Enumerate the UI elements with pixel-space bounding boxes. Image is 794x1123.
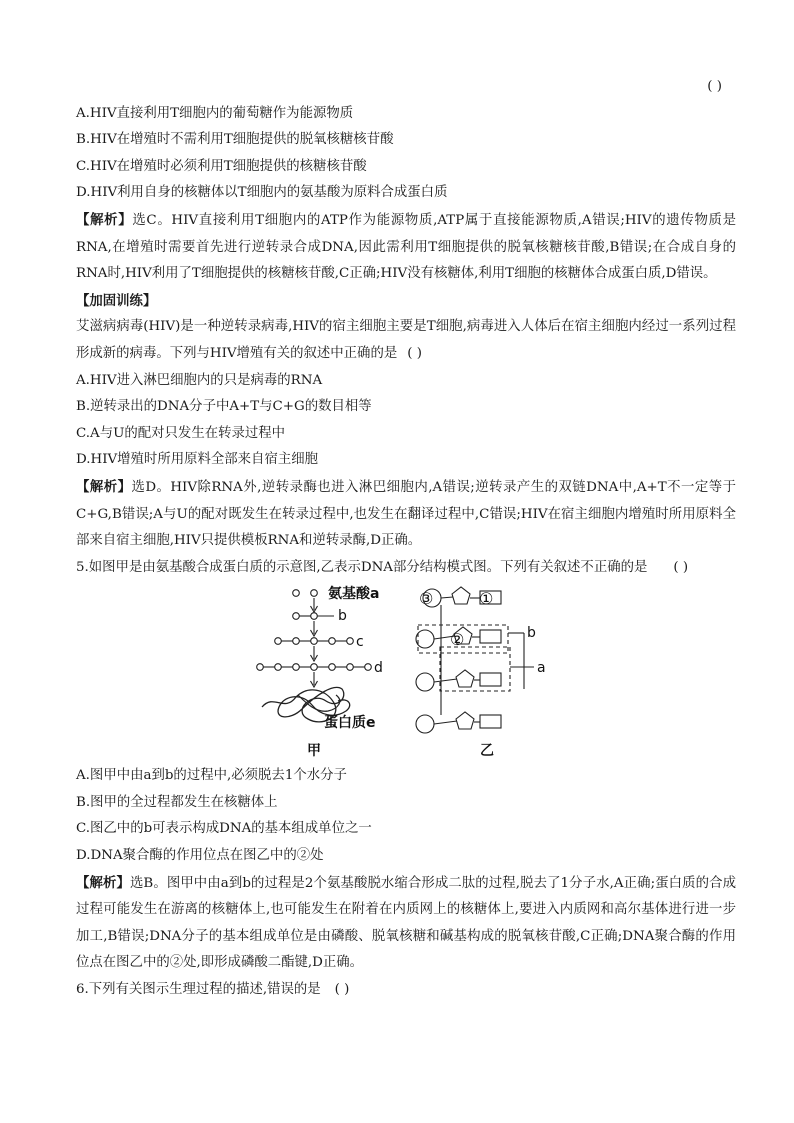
amino-acid-circle (329, 638, 336, 645)
phosphate-circle (416, 630, 434, 648)
q4-analysis-text: 选C。HIV直接利用T细胞内的ATP作为能源物质,ATP属于直接能源物质,A错误;HIV的遗传物质是RNA,在增殖时需要首先进行逆转录合成DNA,因此需利用T细胞提供的脱氧核糖核苷酸,B错误;在合成自身的RNA时,HIV利用了T细胞提供的核糖核苷酸,C正确;HIV没有核糖体,利用T细胞的核糖体合成蛋白质,D错误。 (76, 212, 736, 282)
q5-figure (76, 585, 736, 761)
label-d: d (374, 660, 383, 677)
amino-acid-circle (275, 664, 282, 671)
extra-analysis (76, 474, 736, 555)
q5-stem-text: 5.如图甲是由氨基酸合成蛋白质的示意图,乙表示DNA部分结构模式图。下列有关叙述不正确的是 (76, 559, 648, 575)
extra-option-b: B.逆转录出的DNA分子中A+T与C+G的数目相等 (76, 399, 372, 415)
q6-stem (76, 977, 736, 1004)
q4-option-b: B.HIV在增殖时不需利用T细胞提供的脱氧核糖核苷酸 (76, 132, 394, 148)
extra-option-d: D.HIV增殖时所用原料全部来自宿主细胞 (76, 452, 319, 468)
amino-acid-circle (311, 664, 318, 671)
bond-line (434, 679, 457, 682)
analysis-tag: 【解析】 (76, 211, 133, 228)
label-circle-1: ① (479, 589, 494, 609)
bond-line (434, 721, 457, 724)
extra-answer-blank: ( ) (407, 345, 422, 361)
q5-analysis-text: 选B。图甲中由a到b的过程是2个氨基酸脱水缩合形成二肽的过程,脱去了1分子水,A正确;蛋白质的合成过程可能发生在游离的核糖体上,也可能发生在附着在内质网上的核糖体上,要进入内质网和高尔基体进行进一步加工,B错误;DNA分子的基本组成单位是由磷酸、脱氧核糖和碱基构成的脱氧核苷酸,C正确;DNA聚合酶的作用位点在图乙中的②处,即形成磷酸二酯键,D正确。 (76, 875, 736, 971)
q6-answer-blank: ( ) (334, 982, 350, 998)
extra-analysis-text: 选D。HIV除RNA外,逆转录酶也进入淋巴细胞内,A错误;逆转录产生的双链DNA中,A+T不一定等于C+G,B错误;A与U的配对既发生在转录过程中,也发生在翻译过程中,C错误;HIV在宿主细胞内增殖时所用原料全部来自宿主细胞,HIV只提供模板RNA和逆转录酶,D正确。 (76, 479, 736, 549)
q5-answer-blank: ( ) (673, 559, 689, 575)
amino-acid-circle (311, 613, 318, 620)
amino-acid-circle (293, 638, 300, 645)
amino-acid-circle (293, 664, 300, 671)
extra-option-c: C.A与U的配对只发生在转录过程中 (76, 425, 286, 441)
extra-question-text: 艾滋病病毒(HIV)是一种逆转录病毒,HIV的宿主细胞主要是T细胞,病毒进入人体后在宿主细胞内经过一系列过程形成新的病毒。下列与HIV增殖有关的叙述中正确的是 (76, 319, 736, 361)
base-rect (480, 715, 501, 728)
deoxyribose-pentagon (456, 670, 474, 687)
q4-answer-blank: ( ) (707, 79, 722, 94)
q5-diagram (76, 585, 736, 761)
caption-yi: 乙 (480, 743, 494, 760)
label-b: b (338, 608, 347, 625)
bond-line (441, 597, 453, 598)
q6-stem-text: 6.下列有关图示生理过程的描述,错误的是 (76, 982, 321, 998)
q4-option-c: C.HIV在增殖时必须利用T细胞提供的核糖核苷酸 (76, 158, 367, 174)
deoxyribose-pentagon (456, 712, 474, 729)
extra-training-title: 【加固训练】 (76, 292, 157, 309)
amino-acid-circle (257, 664, 264, 671)
q4-option-a: A.HIV直接利用T细胞内的葡萄糖作为能源物质 (76, 105, 354, 121)
extra-question (76, 314, 736, 367)
label-a: a (537, 660, 546, 677)
dashed-box-a (440, 647, 510, 691)
q4-option-d: D.HIV利用自身的核糖体以T细胞内的氨基酸为原料合成蛋白质 (76, 185, 448, 201)
base-rect (480, 630, 501, 643)
label-circle-2: ② (450, 630, 465, 650)
base-rect (480, 673, 501, 686)
deoxyribose-pentagon (452, 587, 470, 604)
label-b: b (527, 625, 536, 642)
amino-acid-circle (311, 638, 318, 645)
q5-option-c: C.图乙中的b可表示构成DNA的基本组成单位之一 (76, 821, 372, 837)
document-page (76, 74, 736, 1004)
amino-acid-circle (347, 638, 354, 645)
amino-acid-circle (329, 664, 336, 671)
q5-stem (76, 555, 736, 582)
amino-acid-circle (293, 590, 300, 597)
yi-diagram (416, 587, 534, 733)
q5-option-b: B.图甲的全过程都发生在核糖体上 (76, 794, 278, 810)
q5-option-a: A.图甲中由a到b的过程中,必须脱去1个水分子 (76, 768, 347, 784)
phosphate-circle (416, 673, 434, 691)
analysis-tag: 【解析】 (76, 874, 130, 891)
phosphate-circle (416, 715, 434, 733)
amino-acid-circle (275, 638, 282, 645)
label-amino-acid: 氨基酸a (328, 586, 380, 603)
label-c: c (356, 634, 364, 651)
q4-analysis (76, 207, 736, 288)
amino-acid-circle (293, 613, 300, 620)
amino-acid-circle (347, 664, 354, 671)
analysis-tag: 【解析】 (76, 478, 132, 495)
jia-labels (307, 585, 383, 759)
jia-diagram (257, 590, 372, 722)
q5-analysis (76, 870, 736, 977)
yi-labels (419, 589, 546, 759)
label-circle-3: ③ (419, 589, 434, 609)
amino-acid-circle (311, 590, 318, 597)
amino-acid-circle (365, 664, 372, 671)
q5-option-d: D.DNA聚合酶的作用位点在图乙中的②处 (76, 848, 324, 864)
label-protein: 蛋白质e (324, 715, 376, 732)
extra-option-a: A.HIV进入淋巴细胞内的只是病毒的RNA (76, 372, 323, 388)
caption-jia: 甲 (307, 743, 321, 760)
